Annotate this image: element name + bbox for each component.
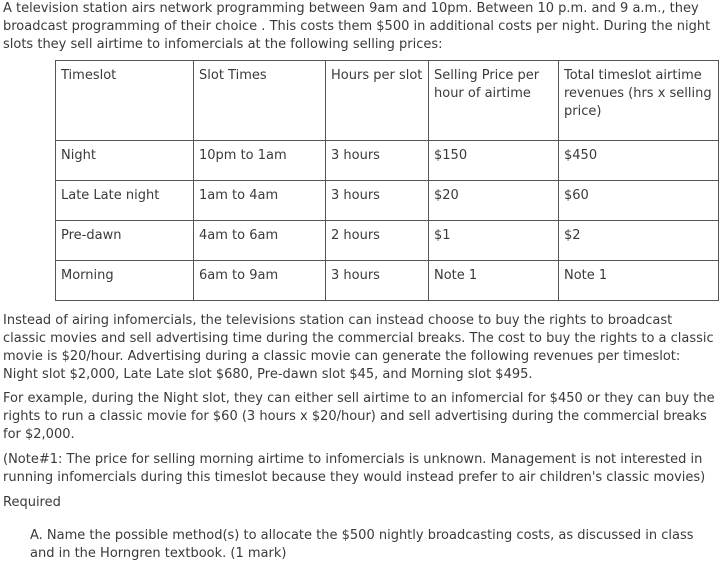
cell-total: $60 <box>559 181 719 221</box>
cell-total: $450 <box>559 141 719 181</box>
question-item: A. Name the possible method(s) to allocate the $500 nightly broadcasting costs, as discussed in class and in the Horngren textbook. (1 mark) <box>30 528 694 561</box>
header-slot-times: Slot Times <box>194 61 326 141</box>
table-row <box>56 141 719 181</box>
header-timeslot: Timeslot <box>56 61 194 141</box>
cell-total: $2 <box>559 221 719 261</box>
header-selling-price: Selling Price per hour of airtime <box>429 61 559 141</box>
example-paragraph: For example, during the Night slot, they can either sell airtime to an infomercial for $450 or they can buy the rights to run a classic movie for $60 (3 hours x $20/hour) and sell advertising during the commercial breaks for $2,000. <box>3 391 715 442</box>
header-hours-per-slot: Hours per slot <box>326 61 429 141</box>
cell-hours: 3 hours <box>326 141 429 181</box>
cell-total: Note 1 <box>559 261 719 301</box>
note-paragraph: (Note#1: The price for selling morning airtime to infomercials is unknown. Management is not interested in running infomercials during this timeslot because they would instead prefer to air children's classic movies) <box>3 452 706 485</box>
table-row <box>56 261 719 301</box>
table-row <box>56 181 719 221</box>
required-heading: Required <box>3 495 61 510</box>
timeslot-table <box>55 60 719 301</box>
cell-price: $1 <box>429 221 559 261</box>
cell-slot-times: 1am to 4am <box>194 181 326 221</box>
cell-hours: 3 hours <box>326 181 429 221</box>
cell-hours: 2 hours <box>326 221 429 261</box>
header-total-revenue: Total timeslot airtime revenues (hrs x selling price) <box>559 61 719 141</box>
alternative-paragraph: Instead of airing infomercials, the televisions station can instead choose to buy the rights to broadcast classic movies and sell advertising time during the commercial breaks. The cost to buy the rights to a classic movie is $20/hour. Advertising during a classic movie can generate the following revenues per timeslot: Night slot $2,000, Late Late slot $680, Pre-dawn slot $45, and Morning slot $495. <box>3 313 714 382</box>
table-row <box>56 221 719 261</box>
intro-paragraph: A television station airs network programming between 9am and 10pm. Between 10 p.m. and 9 a.m., they broadcast programming of their choice . This costs them $500 in additional costs per night. During the night slots they sell airtime to infomercials at the following selling prices: <box>3 1 711 52</box>
cell-hours: 3 hours <box>326 261 429 301</box>
cell-slot-times: 4am to 6am <box>194 221 326 261</box>
cell-price: $150 <box>429 141 559 181</box>
cell-timeslot: Morning <box>56 261 194 301</box>
cell-slot-times: 6am to 9am <box>194 261 326 301</box>
cell-timeslot: Pre-dawn <box>56 221 194 261</box>
question-list <box>30 527 700 563</box>
cell-slot-times: 10pm to 1am <box>194 141 326 181</box>
cell-timeslot: Night <box>56 141 194 181</box>
cell-timeslot: Late Late night <box>56 181 194 221</box>
cell-price: Note 1 <box>429 261 559 301</box>
table-header-row <box>56 61 719 141</box>
cell-price: $20 <box>429 181 559 221</box>
